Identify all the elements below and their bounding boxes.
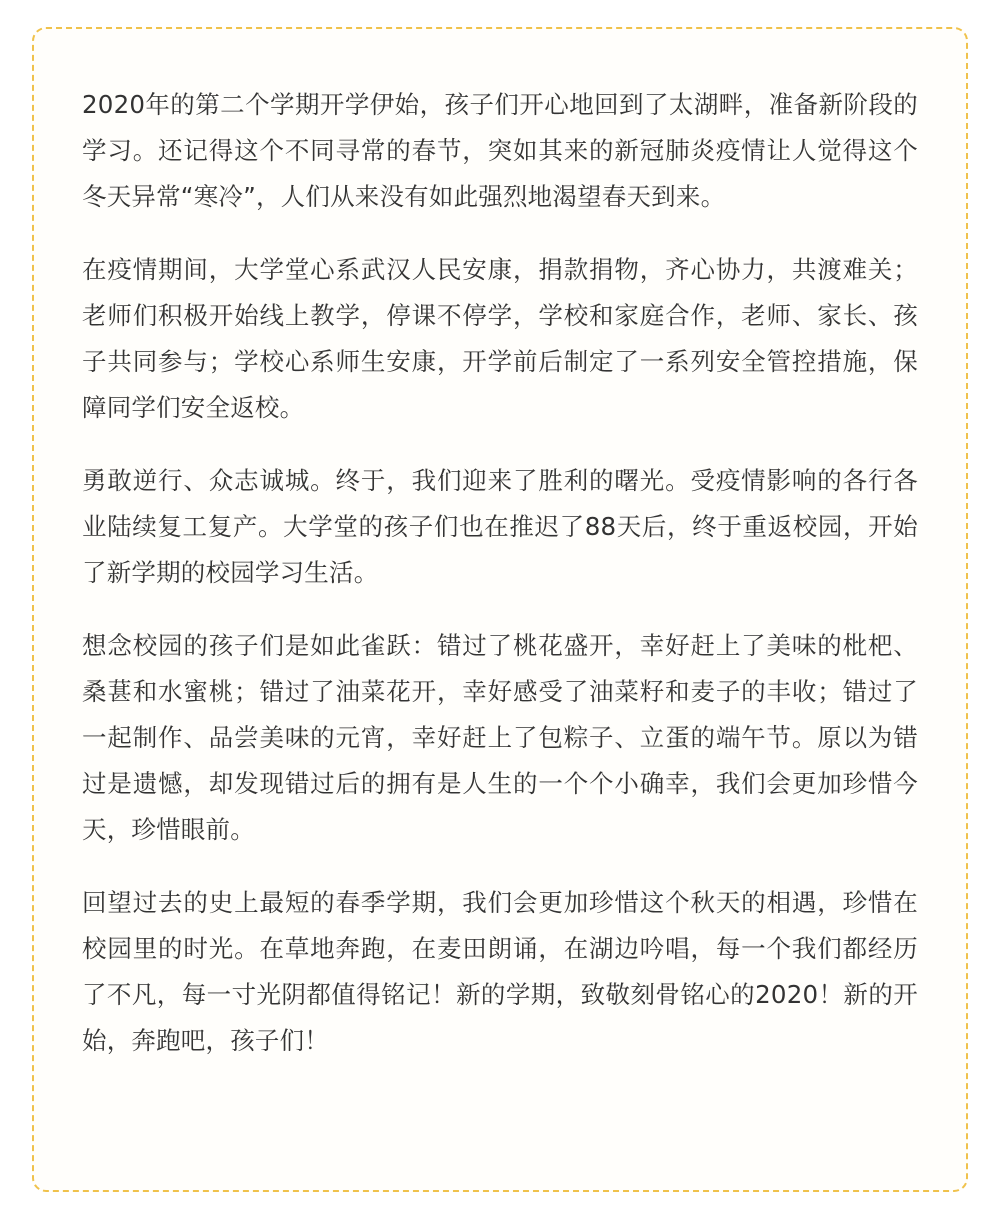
paragraph-1: 2020年的第二个学期开学伊始，孩子们开心地回到了太湖畔，准备新阶段的学习。还记得这个不同寻常的春节，突如其来的新冠肺炎疫情让人觉得这个冬天异常“寒冷”，人们从来没有如此强烈地渴望春天到来。: [82, 90, 918, 211]
paragraph-2: 在疫情期间，大学堂心系武汉人民安康，捐款捐物，齐心协力，共渡难关；老师们积极开始线上教学，停课不停学，学校和家庭合作，老师、家长、孩子共同参与；学校心系师生安康，开学前后制定了一系列安全管控措施，保障同学们安全返校。: [82, 255, 918, 422]
paragraph-4: 想念校园的孩子们是如此雀跃：错过了桃花盛开，幸好赶上了美味的枇杷、桑葚和水蜜桃；错过了油菜花开，幸好感受了油菜籽和麦子的丰收；错过了一起制作、品尝美味的元宵，幸好赶上了包粽子、立蛋的端午节。原以为错过是遗憾，却发现错过后的拥有是人生的一个个小确幸，我们会更加珍惜今天，珍惜眼前。: [82, 631, 918, 844]
article-card: [32, 27, 968, 1192]
paragraph-5: 回望过去的史上最短的春季学期，我们会更加珍惜这个秋天的相遇，珍惜在校园里的时光。在草地奔跑，在麦田朗诵，在湖边吟唱，每一个我们都经历了不凡，每一寸光阴都值得铭记！新的学期，致敬刻骨铭心的2020！新的开始，奔跑吧，孩子们！: [82, 888, 918, 1055]
paragraph-3: 勇敢逆行、众志诚城。终于，我们迎来了胜利的曙光。受疫情影响的各行各业陆续复工复产。大学堂的孩子们也在推迟了88天后，终于重返校园，开始了新学期的校园学习生活。: [82, 466, 918, 587]
